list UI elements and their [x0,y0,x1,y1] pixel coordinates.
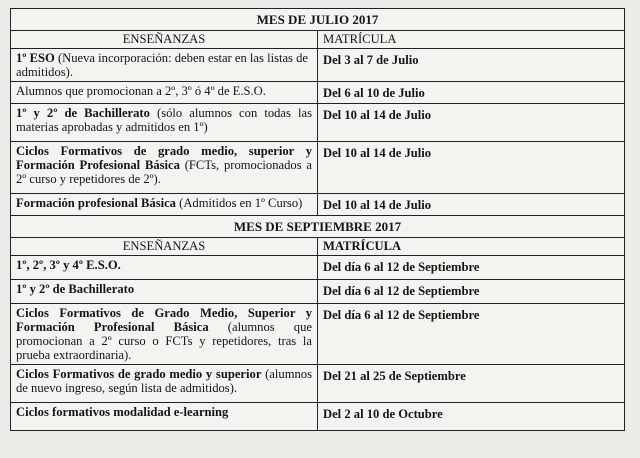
ensenanza-cell [11,194,318,216]
ensenanza-note: (alumnos que promocionan a 2º curso o FCTs y repetidores, tras la prueba extraordinaria). [16,320,312,362]
table-row [11,49,625,82]
ensenanza-cell [11,304,318,365]
matricula-date: Del 21 al 25 de Septiembre [318,365,625,403]
enrollment-table [10,8,625,431]
ensenanza-bold: Formación profesional Básica [16,196,176,210]
ensenanza-note: (alumnos de nuevo ingreso, según lista de admitidos). [16,367,312,395]
table-row [11,104,625,142]
matricula-date: Del 10 al 14 de Julio [318,104,625,142]
ensenanza-note: (Admitidos en 1º Curso) [175,196,303,210]
july-col-matricula: MATRÍCULA [318,31,625,49]
september-col-ensenanzas: ENSEÑANZAS [11,238,318,256]
table-row [11,256,625,280]
matricula-date: Del día 6 al 12 de Septiembre [318,304,625,365]
ensenanza-cell [11,280,318,304]
matricula-date: Del día 6 al 12 de Septiembre [318,256,625,280]
july-col-ensenanzas: ENSEÑANZAS [11,31,318,49]
table-row [11,280,625,304]
ensenanza-cell [11,104,318,142]
september-title-row [11,216,625,238]
ensenanza-cell [11,142,318,194]
ensenanza-bold: Ciclos Formativos de grado medio y superior [16,367,262,381]
september-col-matricula: MATRÍCULA [318,238,625,256]
matricula-date: Del 10 al 14 de Julio [318,142,625,194]
ensenanza-cell [11,82,318,104]
september-title: MES DE SEPTIEMBRE 2017 [11,216,625,238]
table-row [11,304,625,365]
ensenanza-bold: 1º y 2º de Bachillerato [16,282,135,296]
ensenanza-cell [11,365,318,403]
matricula-date: Del día 6 al 12 de Septiembre [318,280,625,304]
september-header-row [11,238,625,256]
july-header-row [11,31,625,49]
table-row [11,142,625,194]
ensenanza-cell [11,49,318,82]
matricula-date: Del 2 al 10 de Octubre [318,403,625,431]
july-title-row [11,9,625,31]
ensenanza-bold: 1º y 2º de Bachillerato [16,106,150,120]
ensenanza-cell [11,256,318,280]
table-row [11,403,625,431]
enrollment-calendar [10,8,625,448]
ensenanza-bold: Ciclos Formativos de grado medio, superior y Formación Profesional Básica [16,144,312,172]
ensenanza-bold: 1º, 2º, 3º y 4º E.S.O. [16,258,121,272]
ensenanza-note: Alumnos que promocionan a 2º, 3º ó 4º de E.S.O. [16,84,266,98]
ensenanza-bold: 1º ESO [16,51,55,65]
ensenanza-bold: Ciclos formativos modalidad e-learning [16,405,229,419]
matricula-date: Del 6 al 10 de Julio [318,82,625,104]
ensenanza-note: (FCTs, promocionados a 2º curso y repetidores de 2º). [16,158,312,186]
ensenanza-cell [11,403,318,431]
ensenanza-note: (Nueva incorporación: deben estar en las listas de admitidos). [16,51,308,79]
table-row [11,194,625,216]
july-title: MES DE JULIO 2017 [11,9,625,31]
table-row [11,365,625,403]
ensenanza-bold: Ciclos Formativos de Grado Medio, Superior y Formación Profesional Básica [16,306,312,334]
matricula-date: Del 3 al 7 de Julio [318,49,625,82]
table-row [11,82,625,104]
matricula-date: Del 10 al 14 de Julio [318,194,625,216]
ensenanza-note: (sólo alumnos con todas las materias aprobadas y admitidos en 1º) [16,106,312,134]
